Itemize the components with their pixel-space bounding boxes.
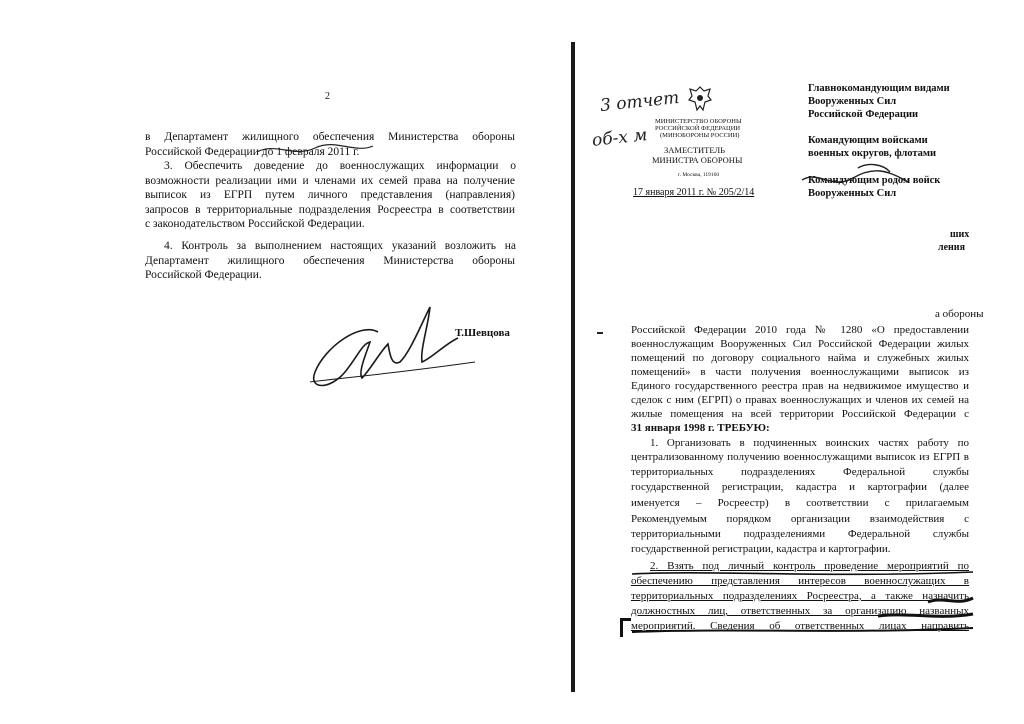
- ministry-header-line: РОССИЙСКОЙ ФЕДЕРАЦИИ: [655, 125, 741, 132]
- signatory-name: Т.Шевцова: [455, 327, 510, 339]
- addressee-line: военных округов, флотами: [808, 148, 937, 159]
- body-line: 4. Контроль за выполнением настоящих указаний возложить на: [164, 240, 516, 252]
- body-line: 1. Организовать в подчиненных воинских частях работу по: [650, 437, 969, 449]
- addressee-line: Российской Федерации: [808, 109, 919, 120]
- body-line: выписок из ЕГРП путем личного представления (направления): [145, 189, 515, 201]
- partial-addressee-line: ших: [950, 229, 970, 240]
- margin-bracket: [620, 618, 631, 637]
- body-line: 31 января 1998 г. ТРЕБУЮ:: [631, 422, 770, 434]
- body-line: должностных лиц, ответственных за организацию названных: [631, 605, 969, 617]
- city-line: г. Москва, 119160: [678, 172, 720, 178]
- date-and-number: 17 января 2011 г. № 205/2/14: [633, 187, 755, 198]
- body-line: мероприятий. Сведения об ответственных лицах направить: [631, 620, 969, 632]
- body-line: жилые помещения на всей территории Российской Федерации с: [631, 408, 969, 420]
- body-line: в Департамент жилищного обеспечения Министерства обороны: [145, 131, 515, 143]
- handwritten-strikethrough: [628, 566, 978, 636]
- body-line: территориальных подразделениях Росреестра, а также назначить: [631, 590, 969, 602]
- body-line: запросов в территориальные подразделения Росреестра в соответствии: [145, 204, 515, 216]
- body-line: Российской Федерации до 1 февраля 2011 г.: [145, 146, 360, 158]
- signature-image: [300, 292, 490, 402]
- ministry-header-line: (МИНОБОРОНЫ РОССИИ): [660, 132, 740, 139]
- body-line: а обороны: [935, 308, 984, 320]
- handwritten-scribble: [255, 140, 375, 160]
- body-line: помещений по договору социального найма и служебных жилых: [631, 352, 969, 364]
- body-line: 2. Взять под личный контроль проведение мероприятий по: [650, 560, 969, 572]
- body-line: помещений» в части получения военнослужащими выписок из: [631, 366, 969, 378]
- handwritten-note: об-х м: [591, 125, 649, 151]
- body-line: возможности реализации ими и членами их семей права на получение: [145, 175, 515, 187]
- handwritten-note: 3 отчет: [599, 87, 681, 117]
- margin-mark: [597, 332, 603, 334]
- addressee-line: Вооруженных Сил: [808, 96, 897, 107]
- body-line: военнослужащим Вооруженных Сил Российской Федерации жилых: [631, 338, 969, 350]
- page-number: 2: [325, 91, 330, 102]
- body-line: Российской Федерации 2010 года № 1280 «О предоставлении: [631, 324, 969, 336]
- partial-addressee-line: ления: [938, 242, 965, 253]
- body-line: Департамент жилищного обеспечения Министерства обороны: [145, 255, 515, 267]
- handwritten-scribble: [798, 160, 918, 200]
- body-line: территориальными подразделениями Федеральной службы: [631, 528, 969, 540]
- body-line: централизованному получению военнослужащими выписок из ЕГРП в: [631, 451, 969, 463]
- body-line: 3. Обеспечить доведение до военнослужащих информации о: [164, 160, 516, 172]
- body-line: государственной регистрации, кадастра и картографии.: [631, 543, 891, 555]
- office-title: МИНИСТРА ОБОРОНЫ: [652, 155, 743, 165]
- body-line: с законодательством Российской Федерации.: [145, 218, 365, 230]
- body-line: именуется – Росреестр) в соответствии с прилагаемым: [631, 497, 969, 509]
- addressee-line: Главнокомандующим видами: [808, 83, 950, 94]
- addressee-line: Командующим родом войск: [808, 175, 941, 186]
- body-line: Российской Федерации.: [145, 269, 262, 281]
- body-line: сделок с ним (ЕГРП) о правах военнослужащих и членов их семей на: [631, 394, 969, 406]
- coat-of-arms-emblem: [686, 84, 714, 114]
- body-line: государственной регистрации, кадастра и картографии (далее: [631, 481, 969, 493]
- addressee-line: Командующим войсками: [808, 135, 928, 146]
- body-line: обеспечению представления интересов военнослужащих в: [631, 575, 969, 587]
- office-title: ЗАМЕСТИТЕЛЬ: [664, 145, 726, 155]
- body-line: Рекомендуемым порядком организации взаимодействия с: [631, 513, 969, 525]
- addressee-line: Вооруженных Сил: [808, 188, 897, 199]
- body-line: Единого государственного реестра прав на недвижимое имущество и: [631, 380, 969, 392]
- body-line: территориальных подразделениях Федеральной службы: [631, 466, 969, 478]
- ministry-header-line: МИНИСТЕРСТВО ОБОРОНЫ: [655, 118, 742, 125]
